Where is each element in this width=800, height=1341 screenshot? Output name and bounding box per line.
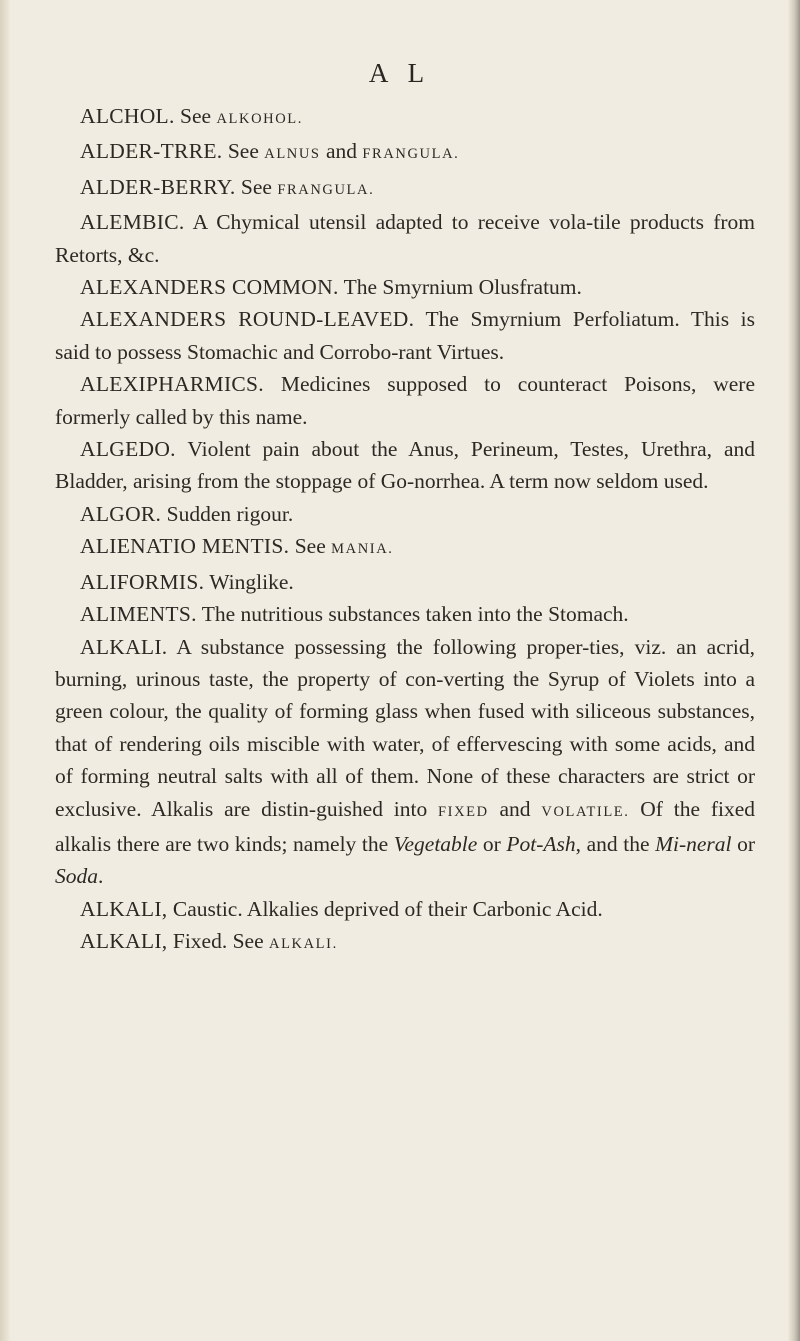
entry-alder-trre: ALDER-TRRE. See ALNUS and FRANGULA.: [80, 139, 460, 164]
entry-alkali: ALKALI. A substance possessing the following proper-ties, viz. an acrid, burning, urinous taste, the property of con-verting the Syrup of Violets into a green colour, the quality of forming glass when fused with siliceous substances, that of rendering oils miscible with water, of effervescing with some acids, and of forming neutral salts with all of them. None of these characters are strict or exclusive. Alkalis are distin-guished into FIXED and VOLATILE. Of the fixed alkalis there are two kinds; namely the Vegetable or Pot-Ash, and the Mi-neral or Soda.: [55, 634, 755, 889]
entry-alder-berry: ALDER-BERRY. See FRANGULA.: [80, 174, 375, 199]
page-right-edge: [788, 0, 800, 1341]
running-head: A L: [368, 58, 432, 88]
entry-alexanders-round-leaved: ALEXANDERS ROUND-LEAVED. The Smyrnium Perfoliatum. This is said to possess Stomachic and Corrobo-rant Virtues.: [55, 307, 756, 364]
entry-alkali-caustic: ALKALI, Caustic. Alkalies deprived of their Carbonic Acid.: [80, 896, 603, 921]
entry-alkali-fixed: ALKALI, Fixed. See ALKALI.: [80, 929, 338, 954]
entry-alchol: ALCHOL. See ALKOHOL.: [80, 104, 303, 128]
entry-alienatio-mentis: ALIENATIO MENTIS. See MANIA.: [80, 534, 394, 559]
dictionary-entries: [55, 100, 755, 961]
entry-aliments: ALIMENTS. The nutritious substances taken into the Stomach.: [80, 602, 629, 627]
entry-alexanders-common: ALEXANDERS COMMON. The Smyrnium Olusfratum.: [80, 275, 582, 300]
entry-alembic: ALEMBIC. A Chymical utensil adapted to receive vola-tile products from Retorts, &c.: [55, 210, 755, 267]
entry-aliformis: ALIFORMIS. Winglike.: [80, 569, 294, 594]
page-left-edge: [0, 0, 10, 1341]
entry-alexipharmics: ALEXIPHARMICS. Medicines supposed to counteract Poisons, were formerly called by this name.: [55, 372, 755, 429]
entry-algor: ALGOR. Sudden rigour.: [80, 501, 294, 526]
entry-algedo: ALGEDO. Violent pain about the Anus, Perineum, Testes, Urethra, and Bladder, arising from the stoppage of Go-norrhea. A term now seldom used.: [55, 437, 755, 494]
